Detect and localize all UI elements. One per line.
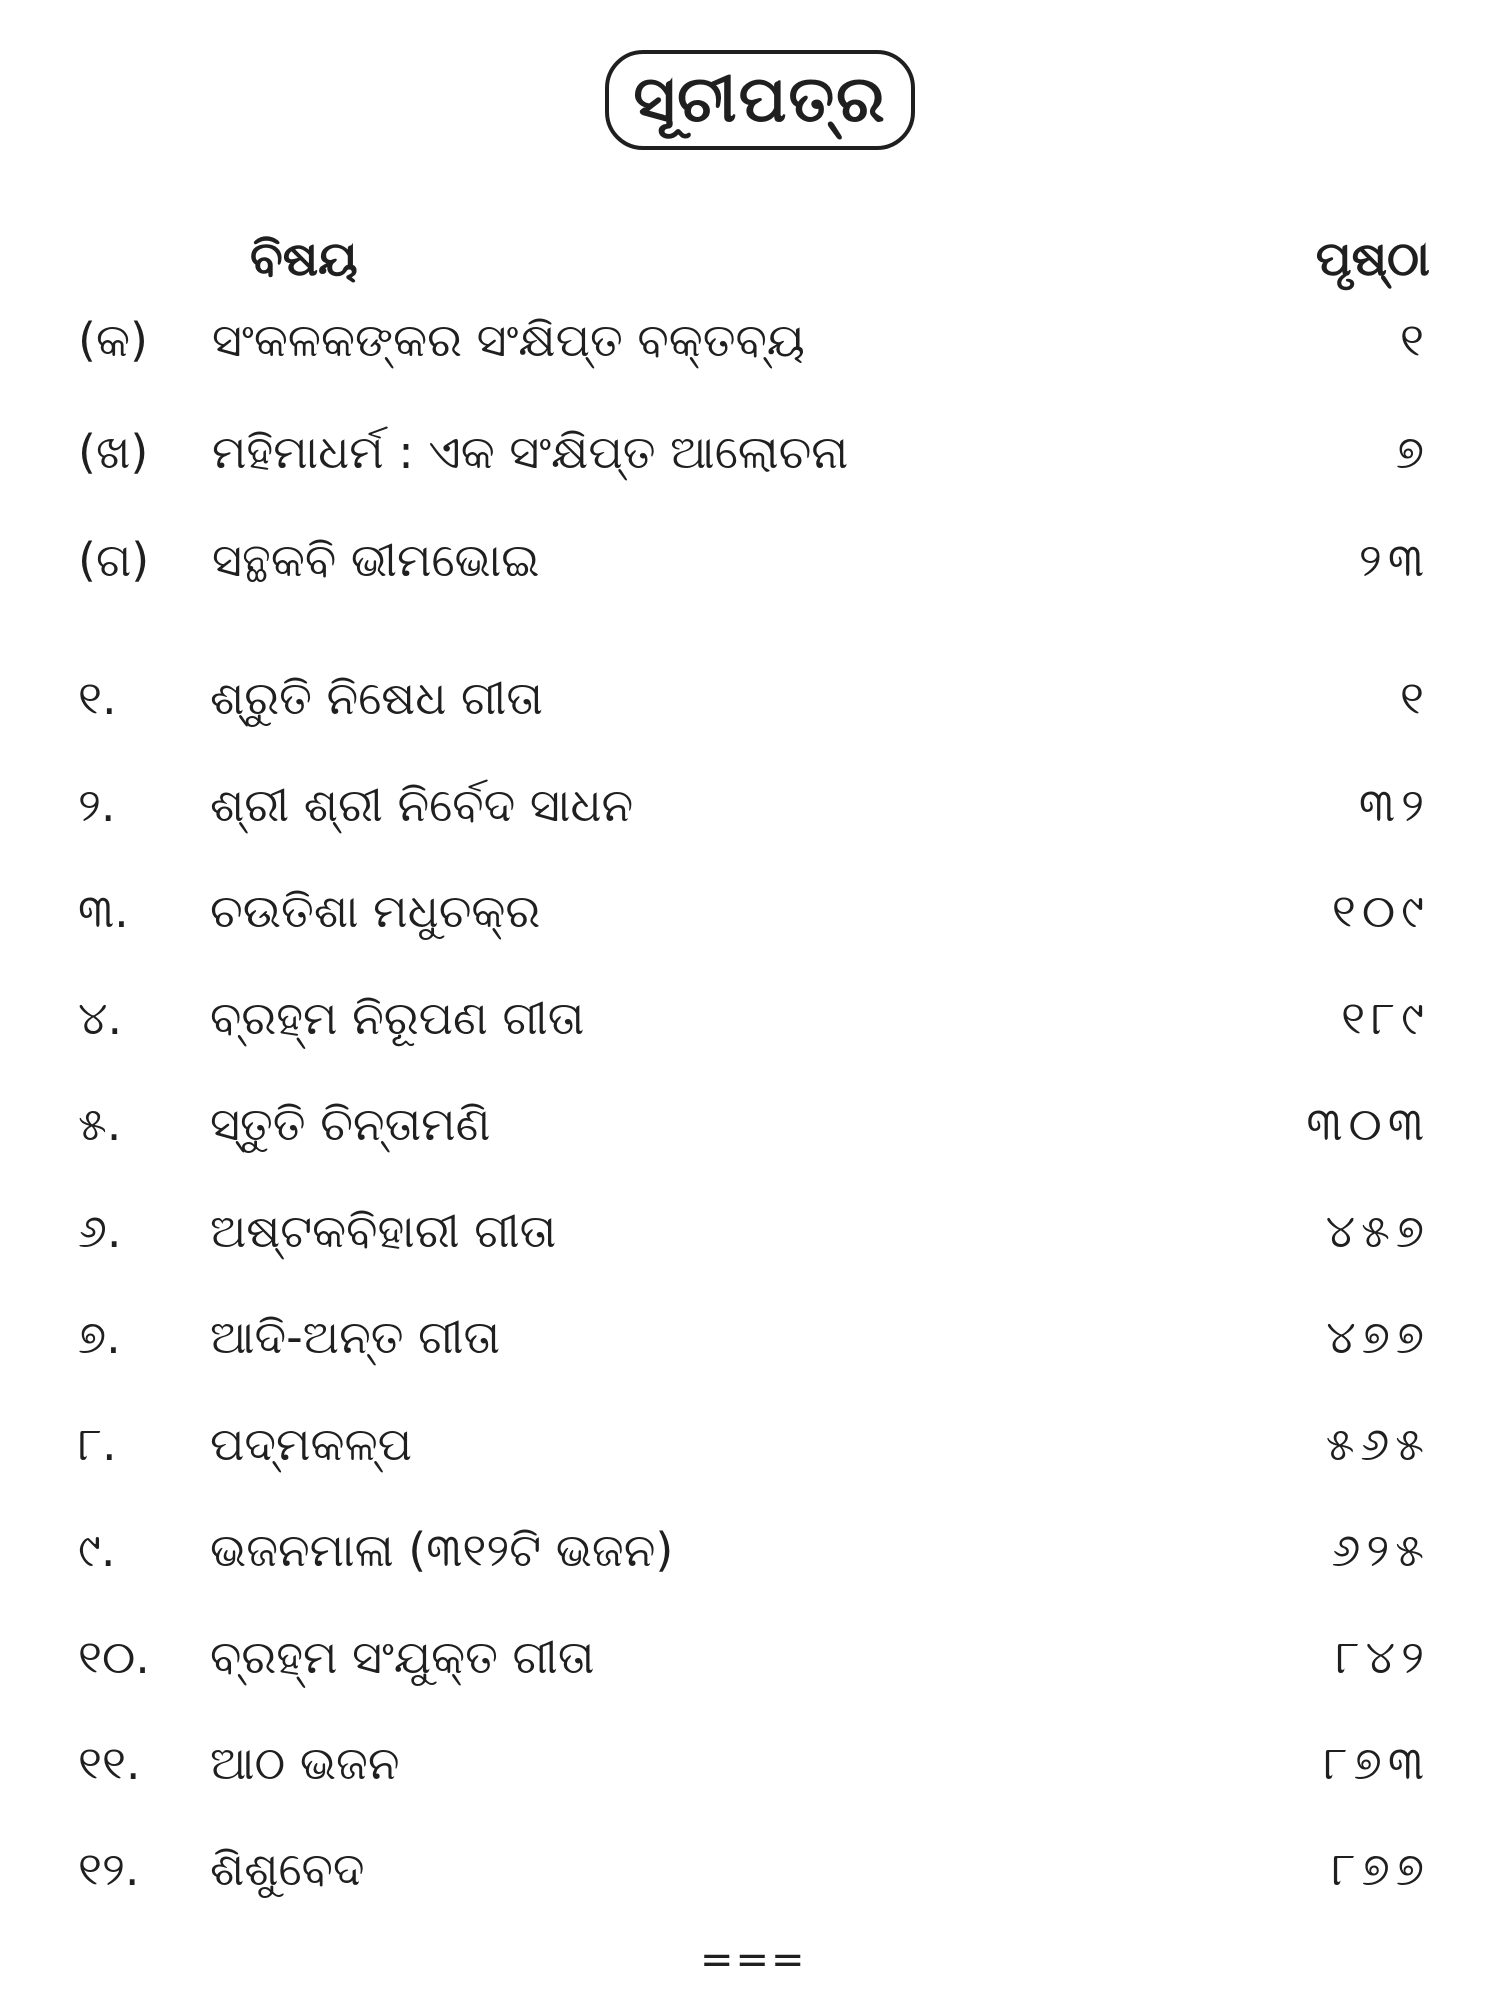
toc-item-page: ୧ xyxy=(1400,313,1430,367)
toc-item-number: (କ) xyxy=(78,313,148,367)
toc-item-page: ୪୭୭ xyxy=(1326,1310,1430,1364)
toc-item-number: ୫. xyxy=(78,1097,122,1151)
toc-chapter-row xyxy=(0,1515,1500,1585)
toc-item-title: ମହିମାଧର୍ମ : ଏକ ସଂକ୍ଷିପ୍ତ ଆଲୋଚନା xyxy=(212,425,849,479)
toc-item-page: ୬୨୫ xyxy=(1331,1523,1430,1577)
toc-item-number: (ଗ) xyxy=(78,533,150,587)
toc-item-title: ଅଷ୍ଟକବିହାରୀ ଗୀତା xyxy=(210,1204,557,1258)
subject-column-header: ବିଷୟ xyxy=(250,231,358,287)
toc-item-number: ୨. xyxy=(78,778,116,832)
toc-item-title: ଶ୍ରୁତି ନିଷେଧ ଗୀତା xyxy=(210,671,543,725)
toc-chapter-row xyxy=(0,1089,1500,1159)
toc-item-number: (ଖ) xyxy=(78,425,149,479)
toc-item-number: ୩. xyxy=(78,884,129,938)
toc-item-page: ୩୦୩ xyxy=(1306,1097,1430,1151)
toc-item-number: ୮. xyxy=(78,1417,117,1471)
toc-item-title: ସଂକଳକଙ୍କର ସଂକ୍ଷିପ୍ତ ବକ୍ତବ୍ୟ xyxy=(212,313,805,367)
toc-item-page: ୮୪୨ xyxy=(1335,1630,1430,1684)
toc-item-title: ଶିଶୁବେଦ xyxy=(210,1842,365,1896)
toc-item-number: ୧୧. xyxy=(78,1736,141,1790)
toc-item-number: ୧୦. xyxy=(78,1630,150,1684)
toc-item-page: ୮୭୩ xyxy=(1323,1736,1430,1790)
toc-chapter-row xyxy=(0,1196,1500,1266)
end-of-list-mark: === xyxy=(700,1937,807,1983)
toc-item-title: ଆଦି-ଅନ୍ତ ଗୀତା xyxy=(210,1310,501,1364)
toc-item-title: ସ୍ତୁତି ଚିନ୍ତାମଣି xyxy=(210,1097,491,1151)
toc-item-number: ୧୨. xyxy=(78,1842,140,1896)
toc-intro-row xyxy=(0,525,1500,595)
toc-item-page: ୭ xyxy=(1395,425,1430,479)
toc-item-number: ୭. xyxy=(78,1310,121,1364)
toc-item-number: ୧. xyxy=(78,671,117,725)
toc-chapter-row xyxy=(0,1728,1500,1798)
toc-chapter-row xyxy=(0,663,1500,733)
toc-item-number: ୯. xyxy=(78,1523,116,1577)
page-title-box xyxy=(605,50,915,150)
toc-item-title: ଭଜନମାଳା (୩୧୨ଟି ଭଜନ) xyxy=(210,1523,674,1577)
page-title: ସୂଚୀପତ୍ର xyxy=(633,63,887,137)
toc-item-title: ପଦ୍ମକଳ୍ପ xyxy=(210,1417,413,1471)
toc-chapter-row xyxy=(0,876,1500,946)
toc-item-title: ଚଉତିଶା ମଧୁଚକ୍ର xyxy=(210,884,541,938)
toc-item-page: ୪୫୭ xyxy=(1325,1204,1430,1258)
toc-item-title: ସନ୍ଥକବି ଭୀମଭୋଇ xyxy=(212,533,540,587)
toc-item-page: ୩୨ xyxy=(1358,778,1430,832)
toc-chapter-row xyxy=(0,1834,1500,1904)
toc-chapter-row xyxy=(0,1302,1500,1372)
toc-item-title: ବ୍ରହ୍ମ ନିରୂପଣ ଗୀତା xyxy=(210,991,585,1045)
toc-item-title: ଶ୍ରୀ ଶ୍ରୀ ନିର୍ବେଦ ସାଧନ xyxy=(210,778,634,832)
toc-item-page: ୧୮୯ xyxy=(1341,991,1430,1045)
toc-item-page: ୮୭୭ xyxy=(1331,1842,1430,1896)
toc-chapter-row xyxy=(0,1622,1500,1692)
toc-chapter-row xyxy=(0,1409,1500,1479)
toc-item-number: ୪. xyxy=(78,991,123,1045)
toc-chapter-row xyxy=(0,983,1500,1053)
toc-item-page: ୫୬୫ xyxy=(1325,1417,1430,1471)
toc-intro-row xyxy=(0,305,1500,375)
toc-item-title: ବ୍ରହ୍ମ ସଂଯୁକ୍ତ ଗୀତା xyxy=(210,1630,595,1684)
toc-item-page: ୧ xyxy=(1400,671,1430,725)
toc-item-page: ୧୦୯ xyxy=(1331,884,1430,938)
toc-item-number: ୬. xyxy=(78,1204,122,1258)
toc-item-title: ଆଠ ଭଜନ xyxy=(210,1736,400,1790)
toc-item-page: ୨୩ xyxy=(1358,533,1430,587)
toc-intro-row xyxy=(0,417,1500,487)
toc-chapter-row xyxy=(0,770,1500,840)
page-column-header: ପୃଷ୍ଠା xyxy=(1315,231,1430,287)
